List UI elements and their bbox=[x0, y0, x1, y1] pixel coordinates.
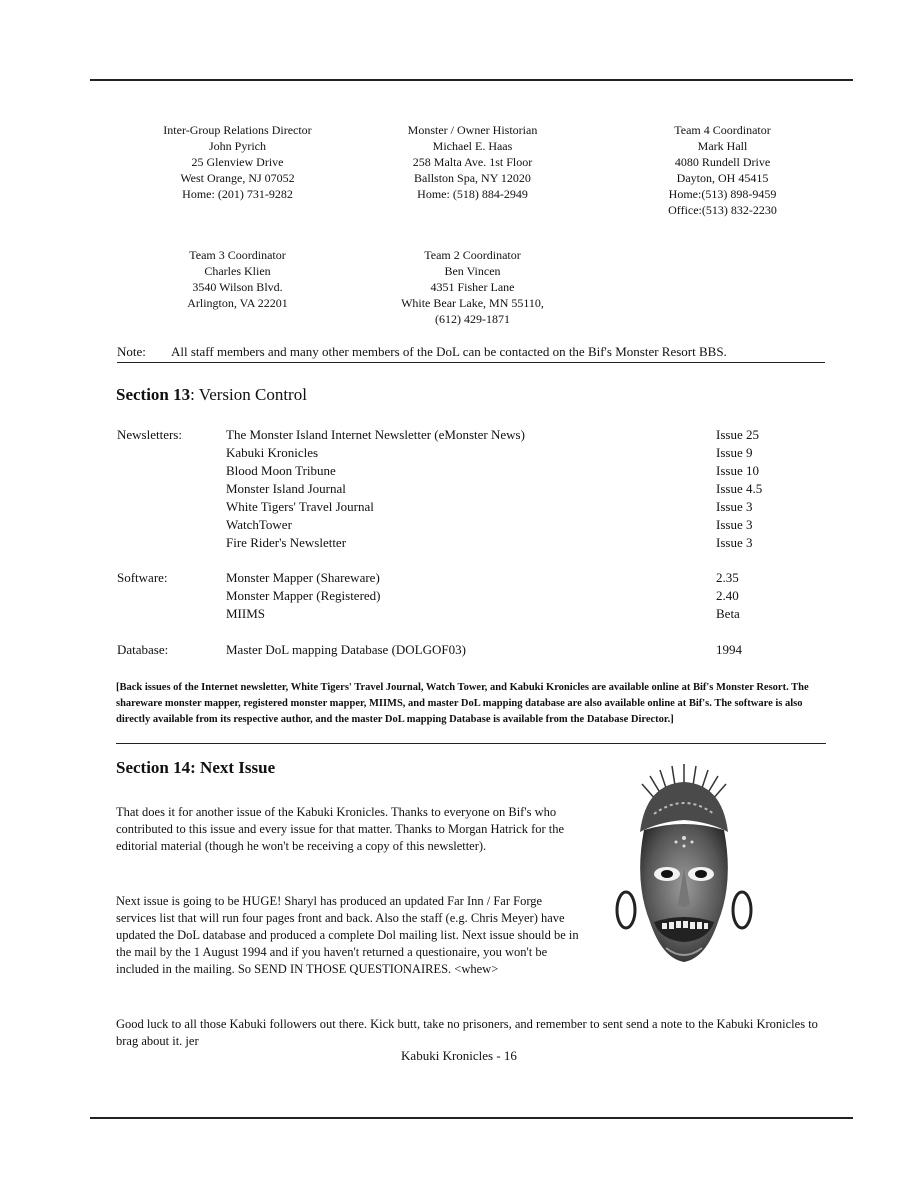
newsletter-name: Monster Island Journal bbox=[226, 481, 346, 496]
contact-line: Dayton, OH 45415 bbox=[676, 171, 769, 185]
newsletter-issue: Issue 3 bbox=[716, 535, 753, 550]
note-text: All staff members and many other members of the DoL can be contacted on the Bif's Monster Resort BBS. bbox=[171, 344, 727, 359]
note-underline bbox=[117, 362, 825, 363]
contact-inter-group-director bbox=[150, 122, 325, 202]
contact-line: Home: (518) 884-2949 bbox=[417, 187, 528, 201]
newsletter-name: WatchTower bbox=[226, 517, 292, 532]
contact-line: (612) 429-1871 bbox=[435, 312, 510, 326]
kabuki-mask-illustration bbox=[610, 762, 758, 984]
contact-line: 258 Malta Ave. 1st Floor bbox=[412, 155, 533, 169]
section13-number: Section 13 bbox=[116, 385, 191, 404]
newsletter-name: The Monster Island Internet Newsletter (eMonster News) bbox=[226, 427, 525, 442]
contact-role: Monster / Owner Historian bbox=[407, 123, 538, 137]
contact-name: Mark Hall bbox=[697, 139, 748, 153]
contact-role: Team 2 Coordinator bbox=[424, 248, 521, 262]
note-label: Note: bbox=[117, 344, 146, 359]
contact-name: Michael E. Haas bbox=[432, 139, 513, 153]
contact-role: Team 4 Coordinator bbox=[674, 123, 771, 137]
newsletters-label: Newsletters: bbox=[117, 427, 182, 442]
contact-name: Ben Vincen bbox=[444, 264, 501, 278]
software-version: 2.40 bbox=[716, 588, 739, 603]
contact-line: 4080 Rundell Drive bbox=[674, 155, 771, 169]
software-label: Software: bbox=[117, 570, 168, 585]
software-name: Monster Mapper (Shareware) bbox=[226, 570, 380, 585]
contact-team2-coordinator bbox=[385, 247, 560, 327]
contact-monster-historian bbox=[385, 122, 560, 202]
contact-team4-coordinator bbox=[625, 122, 820, 218]
staff-note bbox=[117, 344, 825, 360]
contact-line: Ballston Spa, NY 12020 bbox=[414, 171, 531, 185]
page-footer: Kabuki Kronicles - 16 bbox=[401, 1048, 517, 1063]
back-issues-underline bbox=[116, 743, 826, 744]
software-version: 2.35 bbox=[716, 570, 739, 585]
section13-heading bbox=[116, 385, 307, 405]
contact-line: Office:(513) 832-2230 bbox=[668, 203, 777, 217]
contact-team3-coordinator bbox=[150, 247, 325, 311]
software-name: MIIMS bbox=[226, 606, 266, 621]
newsletter-name: Fire Rider's Newsletter bbox=[226, 535, 347, 550]
contact-line: 4351 Fisher Lane bbox=[430, 280, 515, 294]
contact-name: John Pyrich bbox=[209, 139, 266, 153]
next-issue-paragraph-2: Next issue is going to be HUGE! Sharyl has produced an updated Far Inn / Far Forge services list that will run four pages front and back. Also the staff (e.g. Chris Meyer) have updated the DoL database and produced a complete Dol mailing list. Next issue should be in the mail by the 1 August 1994 and if you haven't returned a questionaire, you won't be included in the mailing. So SEND IN THOSE QUESTIONAIRES. <whew> bbox=[116, 894, 579, 976]
contact-line: 3540 Wilson Blvd. bbox=[192, 280, 283, 294]
contact-role: Inter-Group Relations Director bbox=[163, 123, 312, 137]
contact-role: Team 3 Coordinator bbox=[189, 248, 286, 262]
newsletter-issue: Issue 4.5 bbox=[716, 481, 763, 496]
software-version: Beta bbox=[716, 606, 740, 621]
contact-name: Charles Klien bbox=[204, 264, 271, 278]
contact-line: 25 Glenview Drive bbox=[191, 155, 284, 169]
contact-line: Home: (201) 731-9282 bbox=[182, 187, 293, 201]
section14-heading: Section 14: Next Issue bbox=[116, 758, 276, 777]
newsletter-name: Blood Moon Tribune bbox=[226, 463, 336, 478]
next-issue-paragraph-3: Good luck to all those Kabuki followers out there. Kick butt, take no prisoners, and remember to sent send a note to the Kabuki Kronicles to brag about it. jer bbox=[116, 1017, 818, 1048]
contact-line: Home:(513) 898-9459 bbox=[668, 187, 777, 201]
bottom-rule bbox=[90, 1117, 853, 1119]
software-name: Monster Mapper (Registered) bbox=[226, 588, 381, 603]
contact-line: White Bear Lake, MN 55110, bbox=[401, 296, 544, 310]
newsletter-name: White Tigers' Travel Journal bbox=[226, 499, 374, 514]
back-issues-note: [Back issues of the Internet newsletter, White Tigers' Travel Journal, Watch Tower, and Kabuki Kronicles are available online at Bif's Monster Resort. The shareware monster mapper, registered monster mapper, MIIMS, and master DoL mapping database are also available online at Bif's. The software is also directly available from its respective author, and the master DoL mapping Database is available from the Database Director.] bbox=[116, 682, 809, 725]
newsletter-issue: Issue 9 bbox=[716, 445, 753, 460]
next-issue-paragraph-1: That does it for another issue of the Kabuki Kronicles. Thanks to everyone on Bif's who contributed to this issue and every issue for that matter. Thanks to Morgan Hatrick for the editorial material (though he won't be receiving a copy of this newsletter). bbox=[116, 805, 565, 853]
contact-line: Arlington, VA 22201 bbox=[187, 296, 288, 310]
newsletter-issue: Issue 25 bbox=[716, 427, 759, 442]
newsletter-issue: Issue 10 bbox=[716, 463, 759, 478]
newsletter-issue: Issue 3 bbox=[716, 499, 753, 514]
database-label: Database: bbox=[117, 642, 169, 657]
database-version: 1994 bbox=[716, 642, 742, 657]
newsletter-name: Kabuki Kronicles bbox=[226, 445, 319, 460]
section13-title: : Version Control bbox=[190, 385, 307, 404]
contact-line: West Orange, NJ 07052 bbox=[180, 171, 295, 185]
newsletter-issue: Issue 3 bbox=[716, 517, 753, 532]
database-name: Master DoL mapping Database (DOLGOF03) bbox=[226, 642, 466, 657]
top-rule bbox=[90, 79, 853, 81]
